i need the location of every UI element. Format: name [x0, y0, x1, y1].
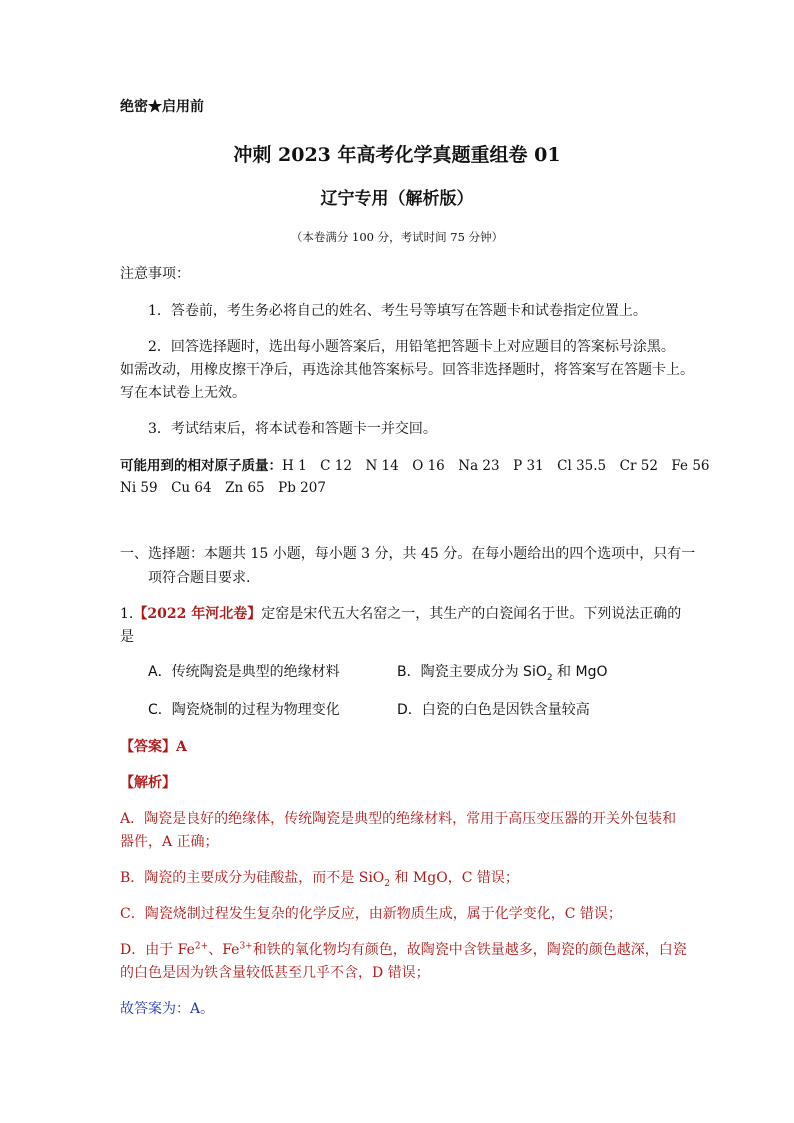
analysis-d-line1: [120, 939, 687, 959]
analysis-a-line1: A．陶瓷是良好的绝缘体，传统陶瓷是典型的绝缘材料，常用于高压变压器的开关外包装和: [120, 811, 677, 827]
analysis-c: C．陶瓷烧制过程发生复杂的化学反应，由新物质生成，属于化学变化，C 错误；: [120, 906, 622, 922]
exam-note: （本卷满分 100 分，考试时间 75 分钟）: [290, 230, 504, 244]
analysis-label: 【解析】: [120, 775, 176, 791]
answer-label: 【答案】: [120, 739, 176, 755]
notice-heading: 注意事项：: [120, 266, 190, 282]
question-1-stem-line1: [120, 603, 681, 623]
analysis-d-superscript-1: 2+: [194, 941, 209, 952]
option-b-text: B．陶瓷主要成分为 SiO: [397, 664, 547, 680]
source-tag: 【2022 年河北卷】: [133, 606, 262, 622]
page-subtitle: 辽宁专用（解析版）: [320, 189, 474, 209]
section-prefix: 一、选择题：: [120, 546, 204, 562]
page-title: 冲刺 2023 年高考化学真题重组卷 01: [233, 144, 561, 166]
analysis-d-middle: 、Fe: [208, 942, 240, 958]
analysis-b: [120, 867, 519, 889]
option-d: D．白瓷的白色是因铁含量较高: [397, 702, 590, 718]
atomic-mass-values-1: H 1 C 12 N 14 O 16 Na 23 P 31 Cl 35.5 Cr 52 Fe 56: [282, 458, 710, 474]
question-1-stem-line2: 是: [120, 629, 134, 645]
option-b-suffix: 和 MgO: [552, 664, 608, 680]
analysis-d-line2: 的白色是因为铁含量较低甚至几乎不含，D 错误；: [120, 965, 430, 981]
option-c: C．陶瓷烧制的过程为物理变化: [148, 702, 340, 718]
notice-item-2-line1: 2．回答选择题时，选出每小题答案后，用铅笔把答题卡上对应题目的答案标号涂黑。: [148, 339, 675, 355]
section-heading-line1: [120, 543, 695, 563]
stem-text: 定窑是宋代五大名窑之一，其生产的白瓷闻名于世。下列说法正确的: [261, 606, 682, 622]
section-body: 本题共 15 小题，每小题 3 分，共 45 分。在每小题给出的四个选项中，只有一: [204, 546, 696, 562]
section-heading-line2: 项符合题目要求.: [148, 570, 251, 586]
analysis-d-superscript-2: 3+: [239, 941, 253, 952]
atomic-mass-label: 可能用到的相对原子质量：: [120, 458, 282, 474]
notice-item-2-line3: 写在本试卷上无效。: [120, 385, 246, 401]
option-a: A．传统陶瓷是典型的绝缘材料: [148, 664, 340, 680]
option-b-subscript: 2: [546, 672, 553, 683]
atomic-mass-line-1: [120, 454, 710, 474]
question-number: 1.: [120, 606, 134, 622]
notice-item-1: 1．答卷前，考生务必将自己的姓名、考生号等填写在答题卡和试卷指定位置上。: [148, 303, 647, 319]
atomic-mass-values-2: Ni 59 Cu 64 Zn 65 Pb 207: [120, 480, 326, 496]
analysis-d-suffix: 和铁的氧化物均有颜色，故陶瓷中含铁量越多，陶瓷的颜色越深，白瓷: [252, 942, 687, 958]
analysis-a-line2: 器件，A 正确；: [120, 834, 219, 850]
analysis-d-prefix: D．由于 Fe: [120, 942, 195, 958]
option-b: [397, 661, 607, 683]
analysis-conclusion: 故答案为：A。: [120, 1001, 215, 1017]
analysis-b-suffix: 和 MgO，C 错误；: [390, 870, 519, 886]
analysis-b-subscript: 2: [384, 878, 391, 889]
notice-item-2-line2: 如需改动，用橡皮擦干净后，再选涂其他答案标号。回答非选择题时，将答案写在答题卡上。: [120, 362, 694, 378]
analysis-b-text: B．陶瓷的主要成分为硅酸盐，而不是 SiO: [120, 870, 385, 886]
answer-line: [120, 736, 187, 756]
notice-item-3: 3．考试结束后，将本试卷和答题卡一并交回。: [148, 421, 437, 437]
secret-label: 绝密★启用前: [120, 99, 204, 115]
answer-value: A: [176, 739, 187, 755]
